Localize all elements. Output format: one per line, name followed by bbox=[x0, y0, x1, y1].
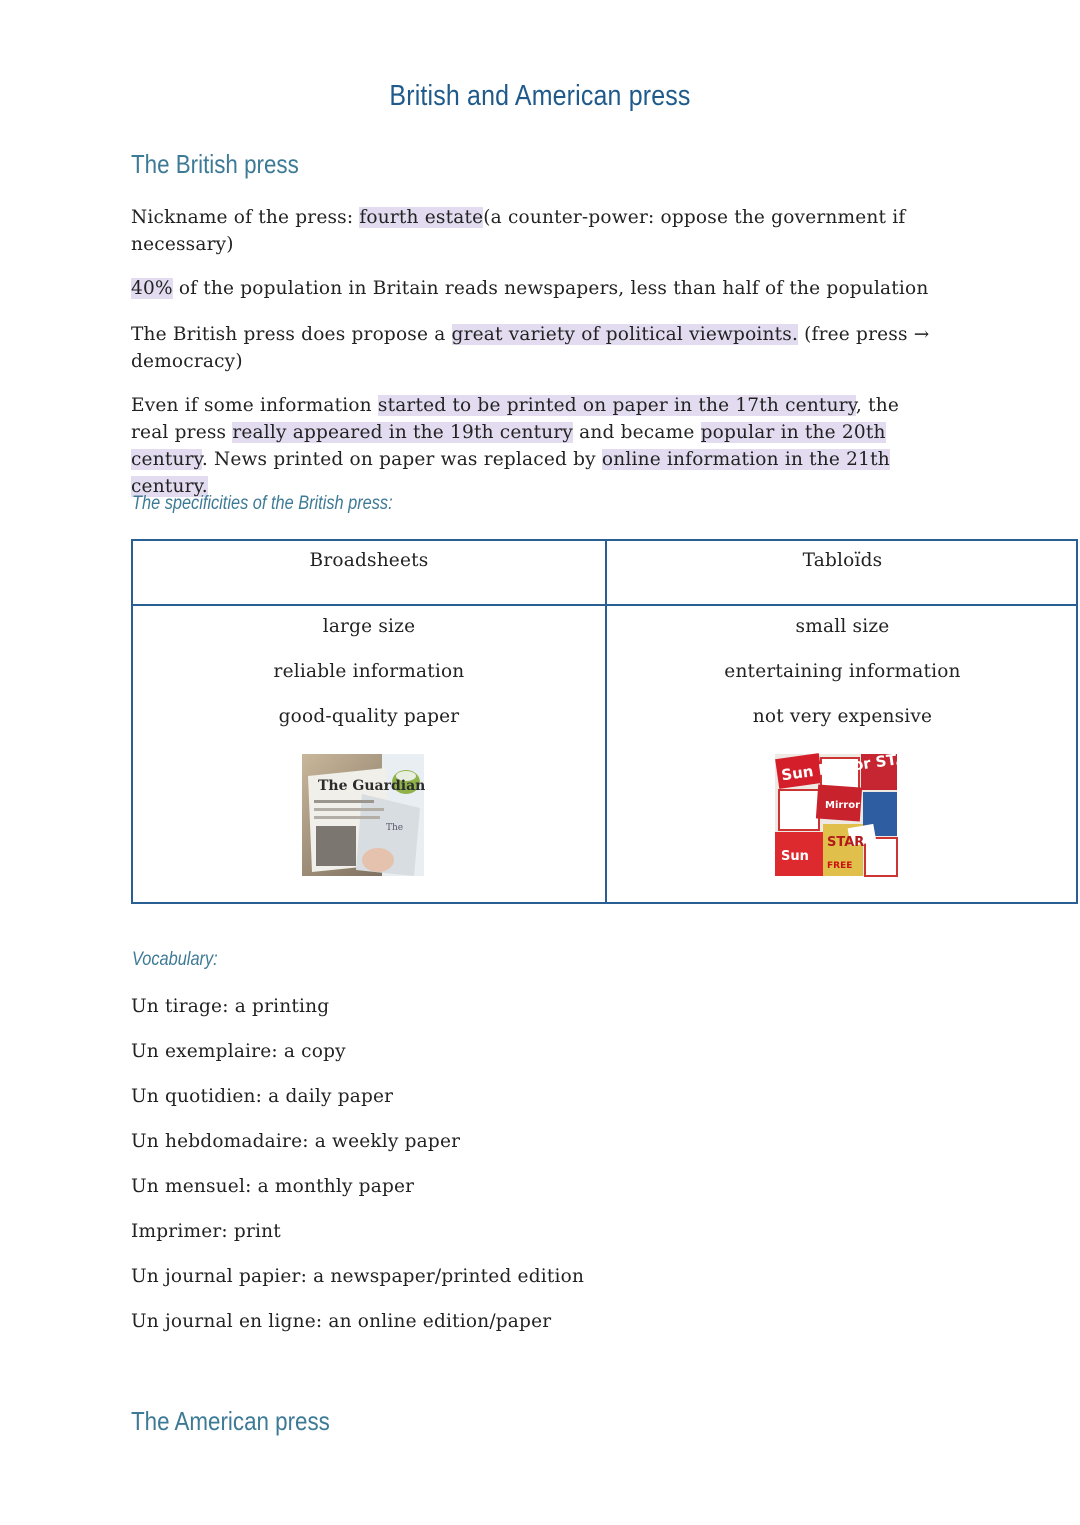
svg-text:Mirror: Mirror bbox=[825, 800, 861, 811]
history-text-d: . News printed on paper was replaced by bbox=[201, 449, 602, 470]
highlight-viewpoints: great variety of political viewpoints. bbox=[451, 324, 799, 345]
tabloids-pile-illustration bbox=[775, 747, 920, 876]
comparison-table bbox=[131, 539, 1078, 904]
vocabulary-item: Un quotidien: a daily paper bbox=[131, 1086, 394, 1107]
vocabulary-item: Un hebdomadaire: a weekly paper bbox=[131, 1131, 461, 1152]
svg-text:The: The bbox=[386, 823, 404, 833]
population-text: of the population in Britain reads newspapers, less than half of the population bbox=[172, 278, 929, 299]
guardian-newspaper-image bbox=[302, 754, 424, 876]
history-text-b: , the real press bbox=[131, 395, 899, 443]
svg-text:Sun: Sun bbox=[781, 849, 809, 864]
population-paragraph bbox=[131, 275, 941, 302]
highlight-21th-century: online information in the 21th century. bbox=[131, 449, 890, 497]
nickname-text-b: (a counter-power: oppose the government if necessary) bbox=[131, 207, 906, 255]
nickname-text-a: Nickname of the press: bbox=[131, 207, 360, 228]
american-press-heading: The American press bbox=[131, 1406, 330, 1436]
vocabulary-item: Un mensuel: a monthly paper bbox=[131, 1176, 415, 1197]
table-header-divider bbox=[133, 604, 1076, 606]
tabloids-item: entertaining information bbox=[724, 661, 961, 682]
vocabulary-item: Imprimer: print bbox=[131, 1221, 281, 1242]
vocabulary-heading: Vocabulary: bbox=[132, 949, 218, 970]
highlight-20th-century: popular in the 20th century bbox=[131, 422, 886, 470]
nickname-paragraph bbox=[131, 204, 941, 258]
history-text-a: Even if some information bbox=[131, 395, 378, 416]
british-press-heading: The British press bbox=[131, 149, 299, 179]
viewpoints-paragraph bbox=[131, 321, 941, 375]
history-paragraph bbox=[131, 392, 941, 500]
vocabulary-item: Un tirage: a printing bbox=[131, 996, 330, 1017]
tabloids-item: not very expensive bbox=[752, 706, 933, 727]
tabloids-image-label: Sun Mirror STAR bbox=[780, 747, 920, 785]
guardian-masthead-text: The Guardian bbox=[318, 778, 426, 794]
page-title: British and American press bbox=[389, 80, 691, 112]
svg-text:FREE: FREE bbox=[827, 861, 853, 871]
highlight-percentage: 40% bbox=[131, 278, 173, 299]
tabloids-item: small size bbox=[795, 616, 890, 637]
vocabulary-item: Un journal en ligne: an online edition/paper bbox=[131, 1311, 552, 1332]
broadsheets-item: reliable information bbox=[273, 661, 465, 682]
specificities-heading: The specificities of the British press: bbox=[132, 493, 393, 514]
broadsheets-item: good-quality paper bbox=[278, 706, 460, 727]
history-text-c: and became bbox=[573, 422, 701, 443]
tabloids-pile-image bbox=[775, 747, 920, 876]
highlight-19th-century: really appeared in the 19th century bbox=[232, 422, 574, 443]
highlight-17th-century: started to be printed on paper in the 17th century bbox=[377, 395, 856, 416]
highlight-fourth-estate: fourth estate bbox=[359, 207, 484, 228]
tabloids-header: Tabloïds bbox=[802, 550, 883, 571]
guardian-newspaper-illustration bbox=[302, 754, 424, 876]
vocabulary-item: Un exemplaire: a copy bbox=[131, 1041, 346, 1062]
viewpoints-text-a: The British press does propose a bbox=[131, 324, 452, 345]
viewpoints-text-b: (free press → democracy) bbox=[131, 324, 930, 372]
svg-text:STAR: STAR bbox=[827, 835, 865, 850]
vocabulary-item: Un journal papier: a newspaper/printed edition bbox=[131, 1266, 585, 1287]
broadsheets-item: large size bbox=[322, 616, 416, 637]
broadsheets-header: Broadsheets bbox=[309, 550, 429, 571]
